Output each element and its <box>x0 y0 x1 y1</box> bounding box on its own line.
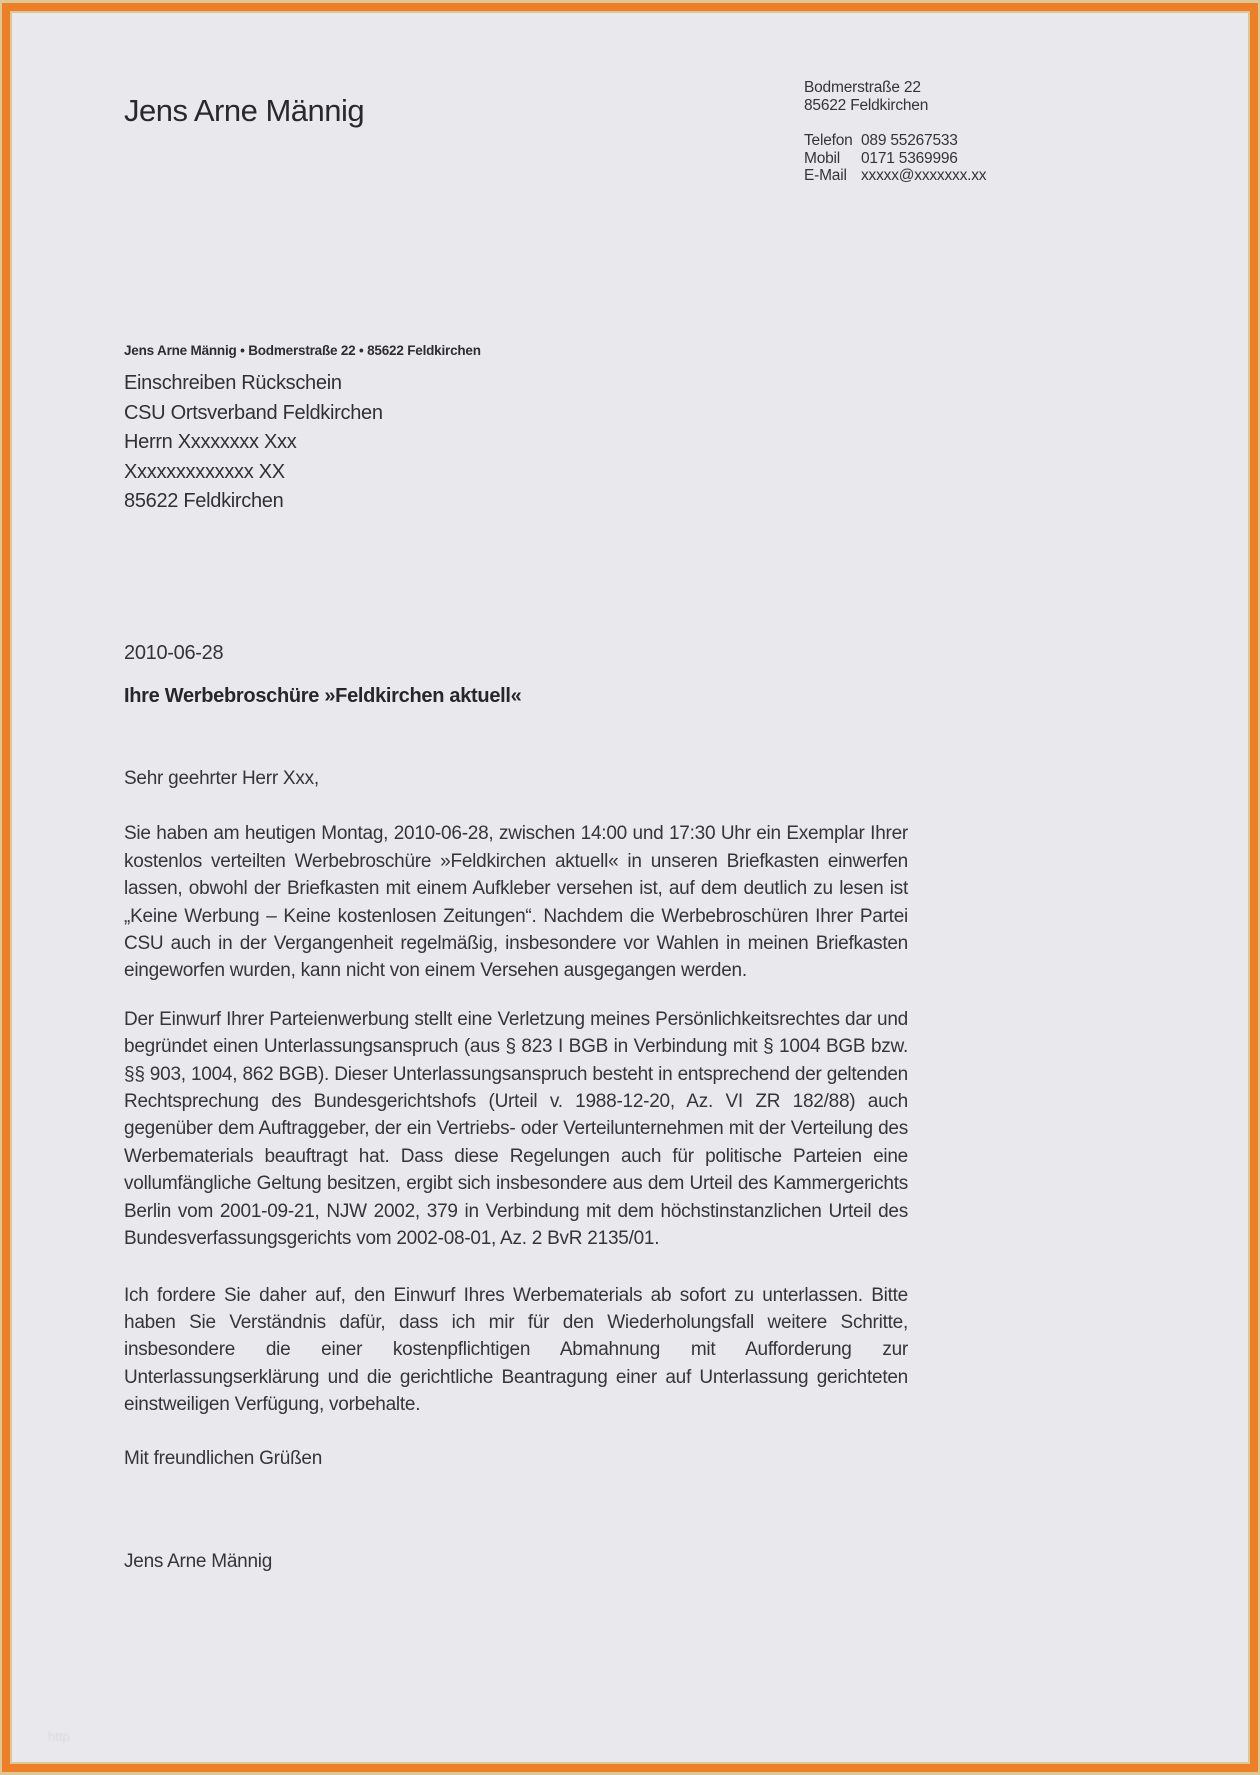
faint-watermark-text: http <box>48 1729 70 1744</box>
salutation: Sehr geehrter Herr Xxx, <box>124 768 319 789</box>
subject-line: Ihre Werbebroschüre »Feldkirchen aktuell« <box>124 685 522 707</box>
recipient-line-street: Xxxxxxxxxxxxx XX <box>124 460 285 483</box>
email-label: E-Mail <box>804 167 847 185</box>
sender-street: Bodmerstraße 22 <box>804 79 921 96</box>
email-value: xxxxx@xxxxxxx.xx <box>861 167 987 185</box>
mobil-value: 0171 5369996 <box>861 149 958 167</box>
letter-date: 2010-06-28 <box>124 642 224 664</box>
sender-name-heading: Jens Arne Männig <box>124 93 365 128</box>
closing-formula: Mit freundlichen Grüßen <box>124 1447 323 1469</box>
recipient-line-organization: CSU Ortsverband Feldkirchen <box>124 401 383 424</box>
body-paragraph-2: Der Einwurf Ihrer Parteienwerbung stellt eine Verletzung meines Persönlichkeitsrechtes dar und begründet einen Unterlassungsanspruch (aus § 823 I BGB in Verbindung mit § 1004 BGB bzw. §§ 903, 1004, 862 BGB). Dieser Unterlassungsanspruch besteht in entsprechend der geltenden Rechtsprechung des Bundesgerichtshofs (Urteil v. 1988-12-20, Az. VI ZR 182/88) auch gegenüber dem Auftraggeber, der ein Vertriebs- oder Verteilunternehmen mit der Verteilung des Werbematerials beauftragt hat. Dass diese Regelungen auch für politische Parteien eine vollumfängliche Geltung besitzen, ergibt sich insbesondere aus dem Urteil des Kammergerichts Berlin vom 2001-09-21, NJW 2002, 379 in Verbindung mit dem höchstinstanzlichen Urteil des Bundesverfassungsgerichts vom 2002-08-01, Az. 2 BvR 2135/01. <box>124 1008 908 1250</box>
letter-paper <box>12 13 1248 1762</box>
telefon-value: 089 55267533 <box>861 132 958 150</box>
sender-city: 85622 Feldkirchen <box>804 96 929 114</box>
sender-contact-block <box>804 79 986 185</box>
recipient-line-delivery-type: Einschreiben Rückschein <box>124 372 342 394</box>
contact-row-telefon <box>804 132 986 150</box>
recipient-line-person: Herrn Xxxxxxxx Xxx <box>124 431 297 453</box>
body-paragraph-3: Ich fordere Sie daher auf, den Einwurf Ihres Werbematerials ab sofort zu unterlassen. Bitte haben Sie Verständnis dafür, dass ich mir für den Wiederholungsfall weitere Schritte, insbesondere die einer kostenpflichtigen Abmahnung mit Aufforderung zur Unterlassungserklärung und die gerichtliche Beantragung einer auf Unterlassung gerichteten einstweiligen Verfügung, vorbehalte. <box>124 1284 908 1416</box>
contact-row-mobil <box>804 150 986 168</box>
envelope-window-sender-line: Jens Arne Männig • Bodmerstraße 22 • 85622 Feldkirchen <box>124 343 481 358</box>
recipient-address-block <box>124 369 383 517</box>
recipient-line-city: 85622 Feldkirchen <box>124 490 284 512</box>
body-paragraph-1: Sie haben am heutigen Montag, 2010-06-28, zwischen 14:00 und 17:30 Uhr ein Exemplar Ihrer kostenlos verteilten Werbebroschüre »Feldkirchen aktuell« in unseren Briefkasten einwerfen lassen, obwohl der Briefkasten mit einem Aufkleber versehen ist, auf dem deutlich zu lesen ist „Keine Werbung – Keine kostenlosen Zeitungen“. Nachdem die Werbebroschüren Ihrer Partei CSU auch in der Vergangenheit regelmäßig, insbesondere vor Wahlen in meinen Briefkasten eingeworfen wurden, kann nicht von einem Versehen ausgegangen werden. <box>124 823 908 982</box>
sender-contact-rows <box>804 132 986 185</box>
mobil-label: Mobil <box>804 149 841 167</box>
telefon-label: Telefon <box>804 132 853 150</box>
letter-body <box>124 765 908 1575</box>
contact-row-email <box>804 167 986 185</box>
signature-name: Jens Arne Männig <box>124 1550 273 1572</box>
